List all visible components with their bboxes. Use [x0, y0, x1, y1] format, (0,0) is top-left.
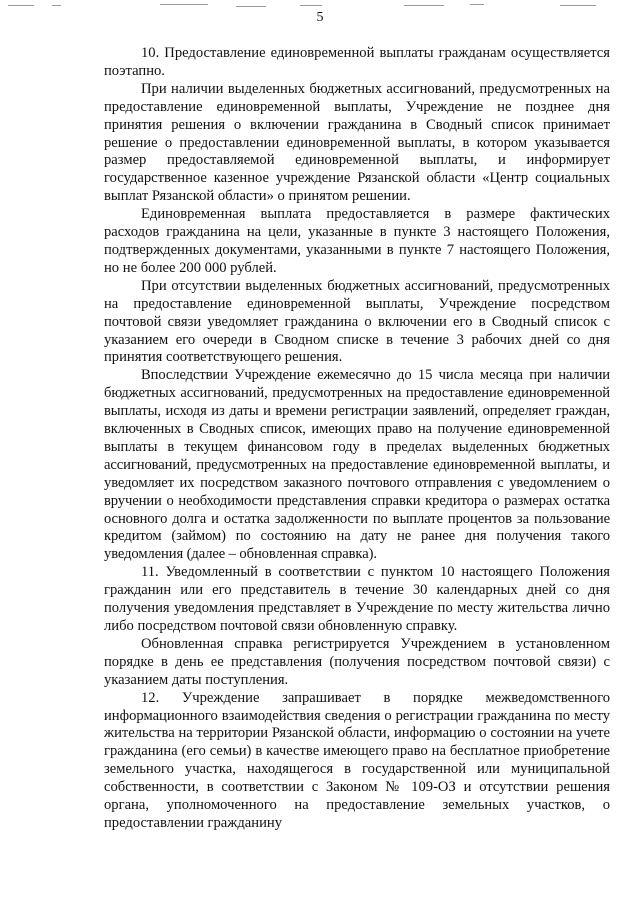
- paragraph-11-updated-certificate: 11. Уведомленный в соответствии с пунктом 10 настоящего Положения гражданин или его представитель в течение 30 календарных дней со дня получения уведомления представляет в Учреждение по месту жительства лично либо посредством почтовой связи обновленную справку.: [104, 564, 610, 634]
- paragraph-10-intro: 10. Предоставление единовременной выплаты гражданам осуществляется поэтапно.: [104, 45, 610, 79]
- paragraph-no-funds-notice: При отсутствии выделенных бюджетных ассигнований, предусмотренных на предоставление единовременной выплаты, Учреждение посредством почтовой связи уведомляет гражданина о включении его в Сводный список с указанием его очереди в Сводном списке в течение 3 рабочих дней со дня принятия соответствующего решения.: [104, 277, 610, 366]
- paragraph-payment-amount: Единовременная выплата предоставляется в размере фактических расходов гражданина на цели, указанные в пункте 3 настоящего Положения, подтвержденных документами, указанными в пункте 7 настоящего Положения, но не более 200 000 рублей.: [104, 206, 610, 276]
- paragraph-12-interagency-request: 12. Учреждение запрашивает в порядке межведомственного информационного взаимодействия сведения о регистрации гражданина по месту жительства на территории Рязанской области, информацию о состоянии на учете гражданина (его семьи) в качестве имеющего право на бесплатное приобретение земельного участка, находящегося в государственной или муниципальной собственности, в соответствии с Законом № 109-ОЗ и отсутствии решения органа, уполномоченного на предоставление земельных участков, о предоставлении гражданину: [104, 689, 610, 831]
- paragraph-monthly-determination: Впоследствии Учреждение ежемесячно до 15 числа месяца при наличии бюджетных ассигнований, предусмотренных на предоставление единовременной выплаты, исходя из даты и времени регистрации заявлений, определяет граждан, включенных в Сводных список, имеющих право на получение единовременной выплаты в текущем финансовом году в пределах выделенных бюджетных ассигнований, предусмотренных на предоставление единовременной выплаты, и уведомляет их посредством заказного почтового отправления с уведомлением о вручении о необходимости представления справки кредитора о размерах остатка основного долга и остатка задолженности по выплате процентов за пользование кредитом (займом) по состоянию на дату не ранее дня получения такого уведомления (далее – обновленная справка).: [104, 367, 610, 563]
- scan-artifacts: [0, 2, 640, 8]
- paragraph-decision-with-funds: При наличии выделенных бюджетных ассигнований, предусмотренных на предоставление единовременной выплаты, Учреждение не позднее дня принятия решения о включении гражданина в Сводный список принимает решение о предоставлении единовременной выплаты, в котором указывается размер предоставляемой единовременной выплаты, и информирует государственное казенное учреждение Рязанской области «Центр социальных выплат Рязанской области» о принятом решении.: [104, 80, 610, 205]
- document-body: [104, 45, 610, 833]
- page-number: 5: [316, 10, 324, 25]
- paragraph-certificate-registration: Обновленная справка регистрируется Учреждением в установленном порядке в день ее представления (получения посредством почтовой связи) с указанием даты поступления.: [104, 635, 610, 688]
